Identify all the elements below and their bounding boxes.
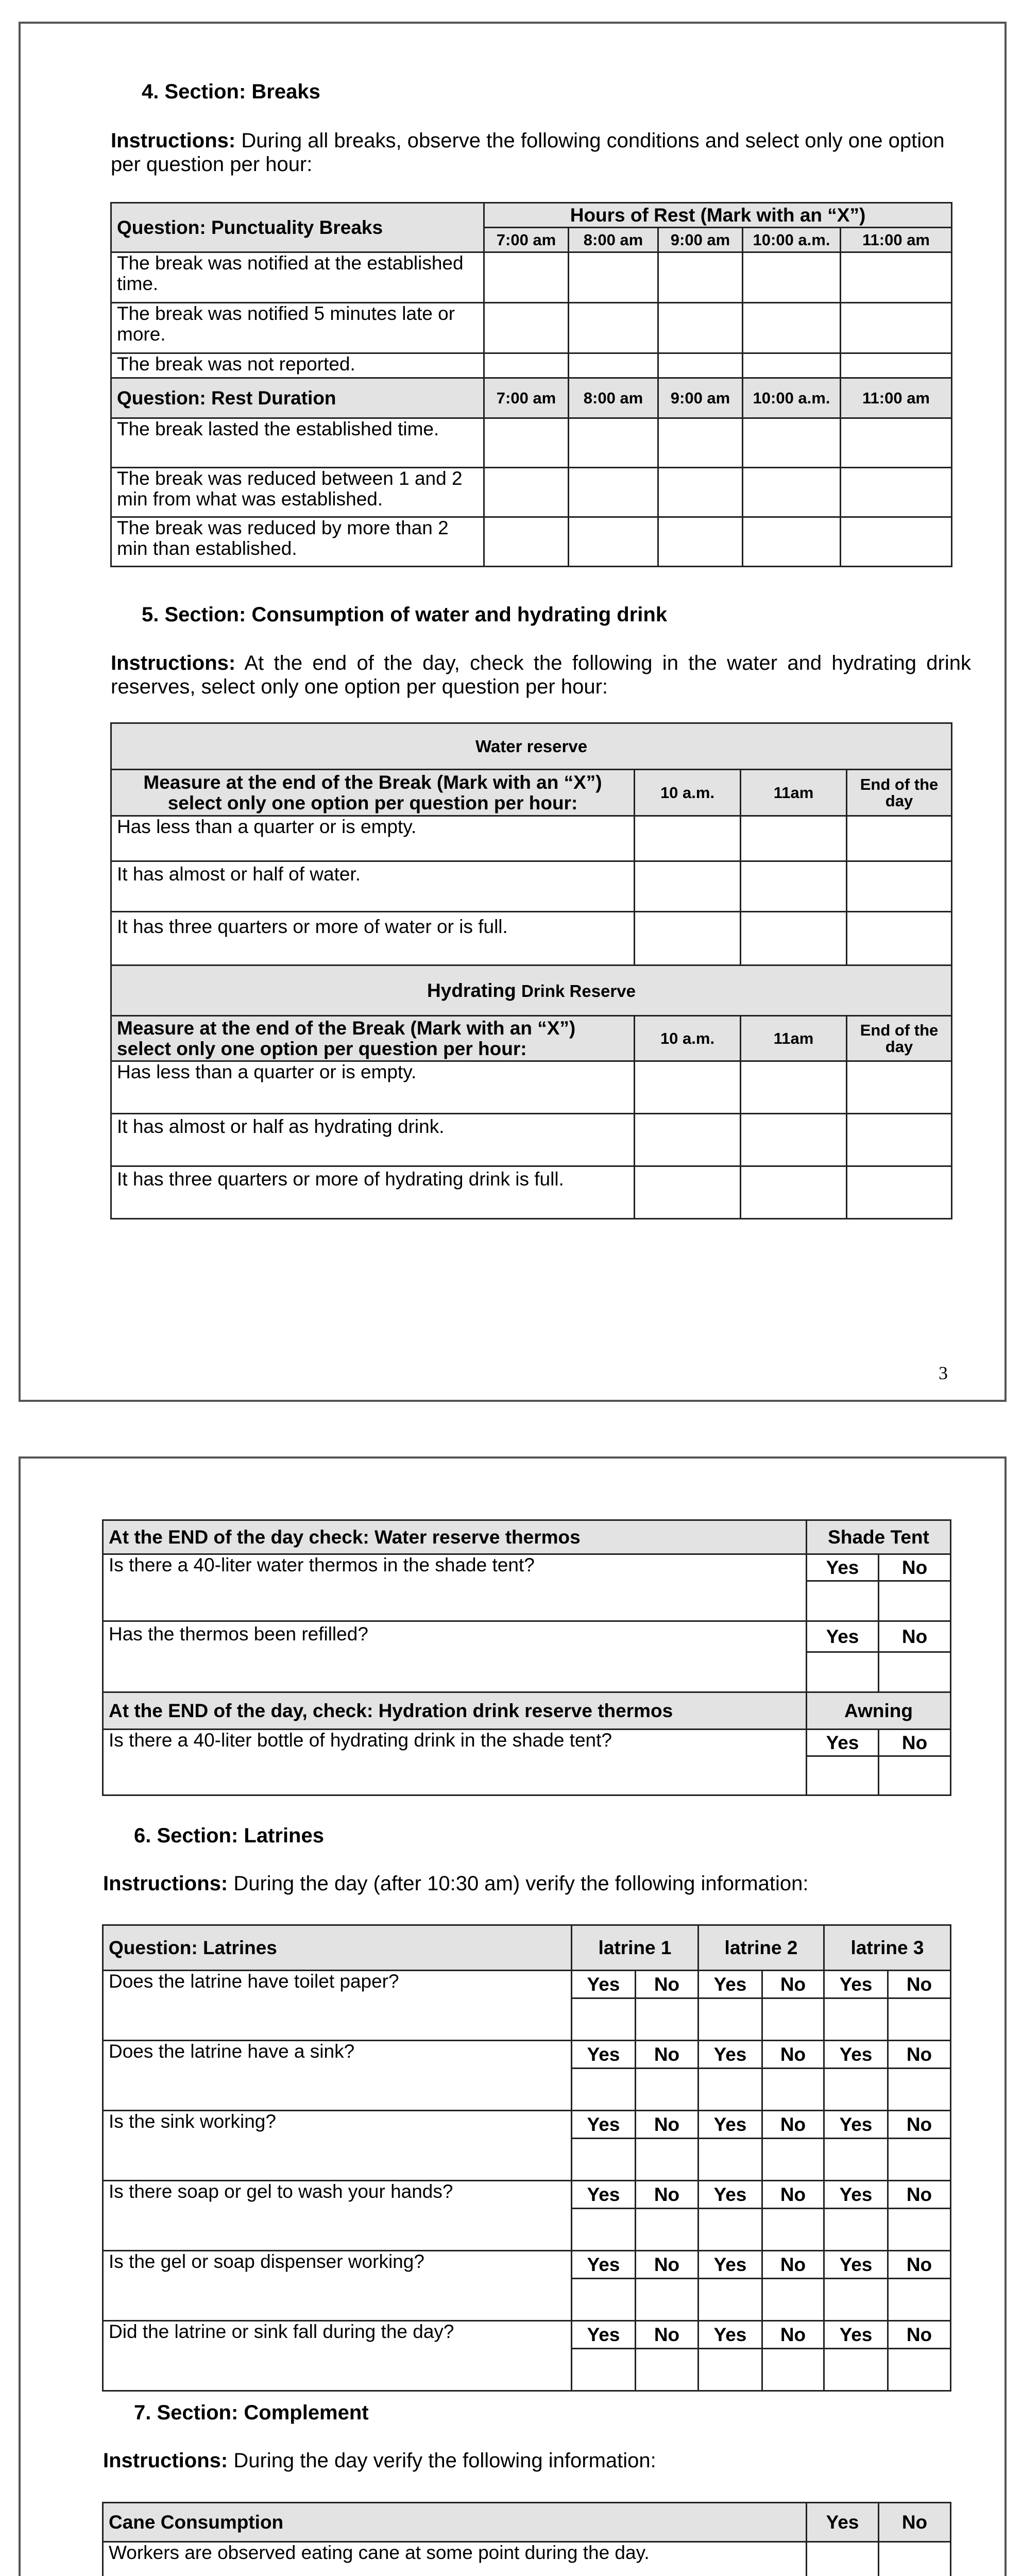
latrines-question-header: Question: Latrines <box>103 1925 572 1971</box>
question-cell: The break was not reported. <box>111 353 484 378</box>
hour-col: 11:00 am <box>841 228 952 252</box>
no-checkbox[interactable] <box>888 2209 951 2251</box>
no-label: No <box>762 2321 824 2349</box>
no-label: No <box>636 2041 699 2069</box>
hour-col: 9:00 am <box>658 228 743 252</box>
section-5-heading: 5. Section: Consumption of water and hydrating drink <box>142 603 668 626</box>
section-4-heading: 4. Section: Breaks <box>142 80 320 103</box>
mark-cell[interactable] <box>484 252 569 303</box>
hours-header: Hours of Rest (Mark with an “X”) <box>484 203 952 228</box>
yes-checkbox[interactable] <box>807 1756 879 1795</box>
question-cell: Is there a 40-liter water thermos in the shade tent? <box>103 1554 807 1621</box>
col-11am: 11am <box>741 770 847 816</box>
mark-cell[interactable] <box>569 353 658 378</box>
thermos-table <box>102 1519 951 1796</box>
mark-cell[interactable] <box>569 418 658 468</box>
water-measure-header: Measure at the end of the Break (Mark with an “X”) select only one option per question per hour: <box>111 770 635 816</box>
mark-cell[interactable] <box>635 912 741 965</box>
mark-cell[interactable] <box>658 418 743 468</box>
mark-cell[interactable] <box>484 468 569 517</box>
mark-cell[interactable] <box>743 303 841 353</box>
yes-checkbox[interactable] <box>572 1998 636 2041</box>
latrine-3-header: latrine 3 <box>824 1925 951 1971</box>
col-end-of-day: End of the day <box>847 770 952 816</box>
mark-cell[interactable] <box>658 517 743 567</box>
mark-cell[interactable] <box>635 1166 741 1219</box>
yes-label: Yes <box>699 2041 762 2069</box>
yes-checkbox[interactable] <box>572 2279 636 2321</box>
yes-label: Yes <box>824 2111 888 2139</box>
no-checkbox[interactable] <box>888 2139 951 2181</box>
no-checkbox[interactable] <box>888 2349 951 2391</box>
mark-cell[interactable] <box>484 303 569 353</box>
breaks-table <box>110 202 952 567</box>
cane-consumption-header: Cane Consumption <box>103 2503 807 2542</box>
no-label: No <box>879 2503 951 2542</box>
no-label: No <box>636 2321 699 2349</box>
mark-cell[interactable] <box>741 1114 847 1166</box>
mark-cell[interactable] <box>484 353 569 378</box>
no-label: No <box>636 2181 699 2209</box>
yes-label: Yes <box>699 2321 762 2349</box>
mark-cell[interactable] <box>658 468 743 517</box>
no-label: No <box>888 2251 951 2279</box>
col-10am: 10 a.m. <box>635 770 741 816</box>
question-cell: Did the latrine or sink fall during the day? <box>103 2321 572 2391</box>
yes-checkbox[interactable] <box>699 2069 762 2111</box>
yes-checkbox[interactable] <box>572 2349 636 2391</box>
mark-cell[interactable] <box>841 252 952 303</box>
hydrating-measure-header: Measure at the end of the Break (Mark with an “X”) select only one option per question per hour: <box>111 1016 635 1061</box>
hour-col: 7:00 am <box>484 378 569 418</box>
no-checkbox[interactable] <box>762 2349 824 2391</box>
instructions-label: Instructions: <box>111 652 236 674</box>
question-cell: Does the latrine have a sink? <box>103 2041 572 2111</box>
hour-col: 9:00 am <box>658 378 743 418</box>
page-3 <box>19 22 1007 1402</box>
no-checkbox[interactable] <box>762 2279 824 2321</box>
no-checkbox[interactable] <box>636 1998 699 2041</box>
no-checkbox[interactable] <box>636 2069 699 2111</box>
yes-checkbox[interactable] <box>807 1581 879 1621</box>
yes-label: Yes <box>807 1554 879 1581</box>
mark-cell[interactable] <box>569 517 658 567</box>
mark-cell[interactable] <box>484 418 569 468</box>
mark-cell[interactable] <box>743 418 841 468</box>
col-end-of-day: End of the day <box>847 1016 952 1061</box>
no-label: No <box>888 2041 951 2069</box>
yes-checkbox[interactable] <box>824 2349 888 2391</box>
yes-checkbox[interactable] <box>699 2279 762 2321</box>
mark-cell[interactable] <box>847 1061 952 1114</box>
yes-checkbox[interactable] <box>824 1998 888 2041</box>
no-label: No <box>762 2041 824 2069</box>
yes-checkbox[interactable] <box>572 2069 636 2111</box>
mark-cell[interactable] <box>569 468 658 517</box>
yes-label: Yes <box>699 2111 762 2139</box>
yes-label: Yes <box>572 2321 636 2349</box>
page-4 <box>19 1456 1007 2576</box>
yes-label: Yes <box>699 2251 762 2279</box>
punctuality-header: Question: Punctuality Breaks <box>111 203 484 252</box>
question-cell: Is there a 40-liter bottle of hydrating drink in the shade tent? <box>103 1730 807 1795</box>
no-label: No <box>879 1554 951 1581</box>
mark-cell[interactable] <box>841 303 952 353</box>
hour-col: 10:00 a.m. <box>743 378 841 418</box>
no-label: No <box>762 1971 824 1998</box>
mark-cell[interactable] <box>743 252 841 303</box>
mark-cell[interactable] <box>484 517 569 567</box>
yes-checkbox[interactable] <box>572 2139 636 2181</box>
mark-cell[interactable] <box>847 1166 952 1219</box>
question-cell: Does the latrine have toilet paper? <box>103 1971 572 2041</box>
yes-label: Yes <box>699 2181 762 2209</box>
instructions-text: During the day (after 10:30 am) verify the following information: <box>228 1872 809 1895</box>
yes-checkbox[interactable] <box>699 2349 762 2391</box>
question-cell: Workers are observed eating cane at some point during the day. <box>103 2542 807 2576</box>
no-checkbox[interactable] <box>762 2139 824 2181</box>
no-label: No <box>762 2181 824 2209</box>
no-checkbox[interactable] <box>888 1998 951 2041</box>
no-label: No <box>762 2111 824 2139</box>
hydrating-title-a: Hydrating <box>427 979 521 1001</box>
question-cell: The break was notified at the established time. <box>111 252 484 303</box>
section-7-instructions <box>103 2449 968 2472</box>
no-label: No <box>888 2111 951 2139</box>
mark-cell[interactable] <box>658 252 743 303</box>
no-label: No <box>636 1971 699 1998</box>
hydration-thermos-header: At the END of the day, check: Hydration drink reserve thermos <box>103 1692 807 1730</box>
no-checkbox[interactable] <box>888 2069 951 2111</box>
yes-checkbox[interactable] <box>824 2069 888 2111</box>
yes-label: Yes <box>824 1971 888 1998</box>
mark-cell[interactable] <box>841 517 952 567</box>
latrine-2-header: latrine 2 <box>699 1925 824 1971</box>
yes-checkbox[interactable] <box>572 2209 636 2251</box>
instructions-text: During all breaks, observe the following conditions and select only one option per question per hour: <box>111 129 945 176</box>
no-checkbox[interactable] <box>879 1581 951 1621</box>
mark-cell[interactable] <box>741 861 847 912</box>
section-6-instructions <box>103 1872 968 1895</box>
water-reserve-title: Water reserve <box>111 723 952 770</box>
hydrating-reserve-title <box>111 965 952 1016</box>
question-cell: Is there soap or gel to wash your hands? <box>103 2181 572 2251</box>
yes-label: Yes <box>572 2111 636 2139</box>
mark-cell[interactable] <box>743 517 841 567</box>
yes-label: Yes <box>807 2503 879 2542</box>
mark-cell[interactable] <box>841 468 952 517</box>
yes-label: Yes <box>572 1971 636 1998</box>
question-cell: The break was notified 5 minutes late or more. <box>111 303 484 353</box>
mark-cell[interactable] <box>635 1114 741 1166</box>
yes-checkbox[interactable] <box>699 2139 762 2181</box>
yes-checkbox[interactable] <box>807 2542 879 2576</box>
yes-checkbox[interactable] <box>824 2139 888 2181</box>
mark-cell[interactable] <box>658 303 743 353</box>
no-checkbox[interactable] <box>636 2349 699 2391</box>
mark-cell[interactable] <box>847 912 952 965</box>
mark-cell[interactable] <box>635 816 741 861</box>
question-cell: It has three quarters or more of hydrating drink is full. <box>111 1166 635 1219</box>
no-label: No <box>636 2251 699 2279</box>
question-cell: It has almost or half of water. <box>111 861 635 912</box>
mark-cell[interactable] <box>841 418 952 468</box>
no-checkbox[interactable] <box>636 2209 699 2251</box>
yes-checkbox[interactable] <box>807 1652 879 1692</box>
no-checkbox[interactable] <box>636 2279 699 2321</box>
no-label: No <box>888 2181 951 2209</box>
hour-col: 10:00 a.m. <box>743 228 841 252</box>
yes-label: Yes <box>572 2251 636 2279</box>
no-checkbox[interactable] <box>879 2542 951 2576</box>
no-checkbox[interactable] <box>636 2139 699 2181</box>
mark-cell[interactable] <box>741 816 847 861</box>
no-label: No <box>888 1971 951 1998</box>
no-checkbox[interactable] <box>762 2069 824 2111</box>
no-label: No <box>888 2321 951 2349</box>
mark-cell[interactable] <box>741 1061 847 1114</box>
yes-label: Yes <box>824 2321 888 2349</box>
yes-checkbox[interactable] <box>824 2279 888 2321</box>
section-7-heading: 7. Section: Complement <box>134 2401 369 2424</box>
mark-cell[interactable] <box>569 303 658 353</box>
latrine-1-header: latrine 1 <box>572 1925 699 1971</box>
question-cell: The break lasted the established time. <box>111 418 484 468</box>
instructions-text: During the day verify the following information: <box>228 2449 656 2472</box>
latrines-table <box>102 1924 951 2392</box>
question-cell: Has less than a quarter or is empty. <box>111 816 635 861</box>
instructions-label: Instructions: <box>103 2449 228 2472</box>
mark-cell[interactable] <box>741 1166 847 1219</box>
yes-checkbox[interactable] <box>824 2209 888 2251</box>
yes-label: Yes <box>824 2251 888 2279</box>
question-cell: The break was reduced between 1 and 2 min from what was established. <box>111 468 484 517</box>
section-6-heading: 6. Section: Latrines <box>134 1824 324 1847</box>
hydrating-title-b: Drink Reserve <box>521 981 636 1001</box>
yes-checkbox[interactable] <box>699 1998 762 2041</box>
question-cell: Is the gel or soap dispenser working? <box>103 2251 572 2321</box>
yes-checkbox[interactable] <box>699 2209 762 2251</box>
question-cell: It has three quarters or more of water or is full. <box>111 912 635 965</box>
section-5-instructions <box>111 651 971 699</box>
yes-label: Yes <box>807 1730 879 1756</box>
water-thermos-header: At the END of the day check: Water reserve thermos <box>103 1520 807 1554</box>
mark-cell[interactable] <box>569 252 658 303</box>
mark-cell[interactable] <box>635 1061 741 1114</box>
yes-label: Yes <box>572 2181 636 2209</box>
question-cell: Has the thermos been refilled? <box>103 1621 807 1692</box>
hour-col: 8:00 am <box>569 378 658 418</box>
section-4-instructions <box>111 129 971 176</box>
yes-label: Yes <box>699 1971 762 1998</box>
page-number: 3 <box>939 1363 948 1383</box>
mark-cell[interactable] <box>635 861 741 912</box>
no-label: No <box>879 1730 951 1756</box>
awning-header: Awning <box>807 1692 951 1730</box>
reserve-table <box>110 722 952 1219</box>
instructions-label: Instructions: <box>103 1872 228 1895</box>
mark-cell[interactable] <box>743 353 841 378</box>
yes-label: Yes <box>572 2041 636 2069</box>
mark-cell[interactable] <box>743 468 841 517</box>
shade-tent-header: Shade Tent <box>807 1520 951 1554</box>
no-checkbox[interactable] <box>762 2209 824 2251</box>
yes-label: Yes <box>807 1621 879 1652</box>
no-checkbox[interactable] <box>762 1998 824 2041</box>
no-label: No <box>879 1621 951 1652</box>
question-cell: It has almost or half as hydrating drink. <box>111 1114 635 1166</box>
col-10am: 10 a.m. <box>635 1016 741 1061</box>
mark-cell[interactable] <box>847 816 952 861</box>
mark-cell[interactable] <box>741 912 847 965</box>
hour-col: 7:00 am <box>484 228 569 252</box>
mark-cell[interactable] <box>841 353 952 378</box>
no-checkbox[interactable] <box>879 1652 951 1692</box>
question-cell: Has less than a quarter or is empty. <box>111 1061 635 1114</box>
yes-label: Yes <box>824 2041 888 2069</box>
instructions-label: Instructions: <box>111 129 236 152</box>
complement-table <box>102 2502 951 2576</box>
instructions-text: At the end of the day, check the following in the water and hydrating drink reserves, select only one option per question per hour: <box>111 652 971 698</box>
mark-cell[interactable] <box>847 861 952 912</box>
question-cell: The break was reduced by more than 2 min than established. <box>111 517 484 567</box>
hour-col: 8:00 am <box>569 228 658 252</box>
no-label: No <box>762 2251 824 2279</box>
hour-col: 11:00 am <box>841 378 952 418</box>
no-checkbox[interactable] <box>888 2279 951 2321</box>
question-cell: Is the sink working? <box>103 2111 572 2181</box>
no-checkbox[interactable] <box>879 1756 951 1795</box>
mark-cell[interactable] <box>658 353 743 378</box>
mark-cell[interactable] <box>847 1114 952 1166</box>
col-11am: 11am <box>741 1016 847 1061</box>
no-label: No <box>636 2111 699 2139</box>
duration-header: Question: Rest Duration <box>111 378 484 418</box>
yes-label: Yes <box>824 2181 888 2209</box>
